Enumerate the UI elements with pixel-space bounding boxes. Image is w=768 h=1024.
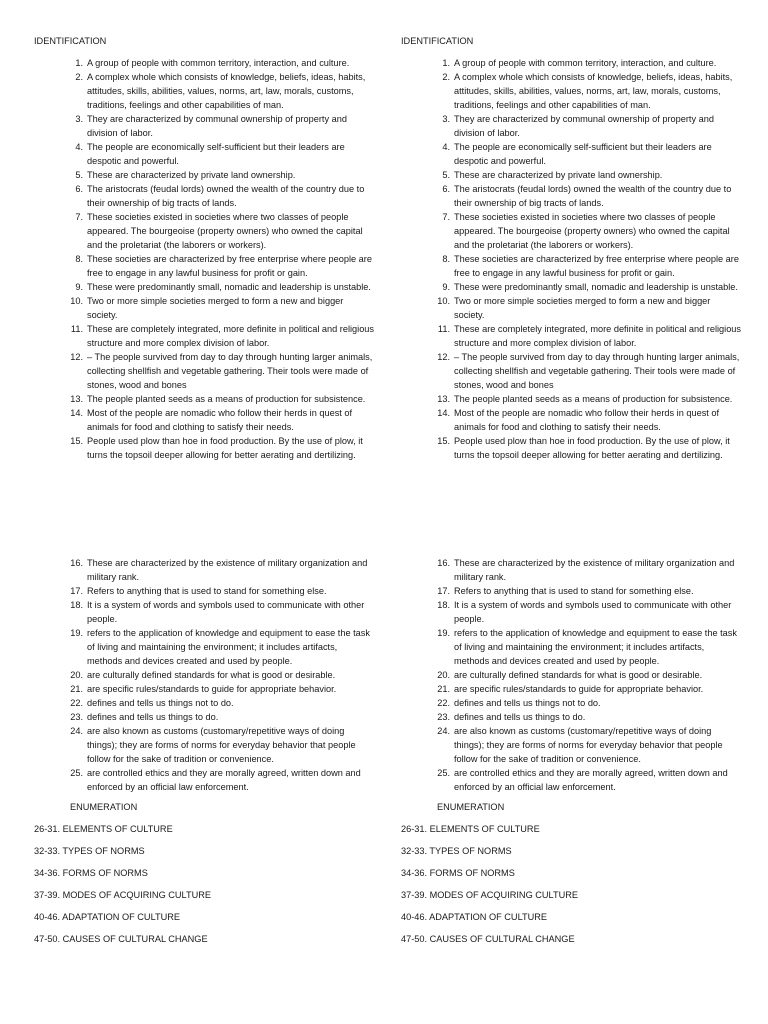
list-item: [401, 392, 741, 406]
item-number: 8.: [75, 254, 83, 264]
list-item: [401, 710, 741, 724]
enumeration-item: 40-46. ADAPTATION OF CULTURE: [34, 912, 181, 922]
list-item: [401, 112, 741, 140]
enumeration-item: 32-33. TYPES OF NORMS: [401, 846, 512, 856]
enumeration-item: 37-39. MODES OF ACQUIRING CULTURE: [401, 890, 578, 900]
item-number: 2.: [75, 72, 83, 82]
enumeration-heading: ENUMERATION: [437, 802, 505, 812]
item-number: 6.: [442, 184, 450, 194]
item-text: The people are economically self-sufficient but their leaders are despotic and powerful.: [454, 142, 712, 166]
item-number: 4.: [442, 142, 450, 152]
item-text: The people are economically self-sufficient but their leaders are despotic and powerful.: [87, 142, 345, 166]
item-text: A complex whole which consists of knowledge, beliefs, ideas, habits, attitudes, skills, abilities, values, norms, art, law, morals, customs, traditions, feelings and other capabilities of man.: [454, 72, 733, 110]
item-number: 17.: [437, 586, 450, 596]
item-number: 19.: [70, 628, 83, 638]
item-number: 1.: [75, 58, 83, 68]
list-item: [34, 56, 374, 70]
list-item: [34, 168, 374, 182]
item-text: Refers to anything that is used to stand for something else.: [87, 586, 327, 596]
enumeration-item: 32-33. TYPES OF NORMS: [34, 846, 145, 856]
list-item: [34, 766, 374, 794]
item-number: 6.: [75, 184, 83, 194]
item-number: 23.: [70, 712, 83, 722]
item-text: Two or more simple societies merged to form a new and bigger society.: [454, 296, 711, 320]
identification-list-part2: [34, 556, 374, 794]
list-item: [401, 182, 741, 210]
list-item: [401, 584, 741, 598]
item-text: The aristocrats (feudal lords) owned the wealth of the country due to their ownership of big tracts of lands.: [87, 184, 365, 208]
item-number: 12.: [70, 352, 83, 362]
list-item: [401, 280, 741, 294]
identification-heading: IDENTIFICATION: [401, 36, 474, 46]
item-number: 3.: [442, 114, 450, 124]
item-number: 13.: [437, 394, 450, 404]
list-item: [34, 252, 374, 280]
item-text: defines and tells us things to do.: [87, 712, 219, 722]
identification-heading: IDENTIFICATION: [34, 36, 107, 46]
list-item: [34, 392, 374, 406]
item-number: 20.: [70, 670, 83, 680]
enumeration-item: 47-50. CAUSES OF CULTURAL CHANGE: [34, 934, 208, 944]
item-number: 15.: [437, 436, 450, 446]
list-item: [401, 724, 741, 766]
list-item: [401, 696, 741, 710]
item-text: A group of people with common territory, interaction, and culture.: [87, 58, 350, 68]
list-item: [401, 682, 741, 696]
item-text: They are characterized by communal ownership of property and division of labor.: [454, 114, 714, 138]
list-item: [34, 406, 374, 434]
item-text: These are characterized by the existence of military organization and military rank.: [87, 558, 368, 582]
list-item: [401, 556, 741, 584]
enumeration-list: [401, 822, 741, 946]
item-text: defines and tells us things not to do.: [87, 698, 234, 708]
item-number: 23.: [437, 712, 450, 722]
item-text: They are characterized by communal ownership of property and division of labor.: [87, 114, 347, 138]
item-text: These societies existed in societies where two classes of people appeared. The bourgeoise (property owners) who owned the capital and the proletariat (the laborers or workers).: [454, 212, 730, 250]
identification-list-part2: [401, 556, 741, 794]
item-number: 21.: [70, 684, 83, 694]
list-item: [401, 668, 741, 682]
list-item: [401, 766, 741, 794]
list-item: [401, 210, 741, 252]
item-number: 7.: [75, 212, 83, 222]
item-text: These were predominantly small, nomadic and leadership is unstable.: [454, 282, 738, 292]
item-text: are controlled ethics and they are morally agreed, written down and enforced by an official law enforcement.: [454, 768, 728, 792]
item-number: 13.: [70, 394, 83, 404]
item-number: 7.: [442, 212, 450, 222]
enumeration-list: [34, 822, 374, 946]
item-text: refers to the application of knowledge and equipment to ease the task of living and maintaining the environment; it includes artifacts, methods and devices created and used by people.: [454, 628, 737, 666]
quiz-column-right: [401, 34, 741, 954]
item-text: People used plow than hoe in food production. By the use of plow, it turns the topsoil deeper allowing for better aerating and dertilizing.: [87, 436, 363, 460]
item-number: 15.: [70, 436, 83, 446]
enumeration-item: 40-46. ADAPTATION OF CULTURE: [401, 912, 548, 922]
item-text: Most of the people are nomadic who follow their herds in quest of animals for food and clothing to satisfy their needs.: [87, 408, 353, 432]
item-number: 24.: [70, 726, 83, 736]
item-text: are controlled ethics and they are morally agreed, written down and enforced by an official law enforcement.: [87, 768, 361, 792]
list-item: [34, 182, 374, 210]
item-number: 12.: [437, 352, 450, 362]
item-text: are culturally defined standards for what is good or desirable.: [87, 670, 336, 680]
enumeration-item: 34-36. FORMS OF NORMS: [34, 868, 148, 878]
list-item: [401, 350, 741, 392]
item-text: These are completely integrated, more definite in political and religious structure and more complex division of labor.: [454, 324, 742, 348]
item-number: 11.: [437, 324, 450, 334]
item-number: 1.: [442, 58, 450, 68]
item-number: 25.: [437, 768, 450, 778]
item-number: 20.: [437, 670, 450, 680]
list-item: [401, 252, 741, 280]
item-number: 11.: [70, 324, 83, 334]
item-text: – The people survived from day to day through hunting larger animals, collecting shellfish and vegetable gathering. Their tools were made of stones, wood and bones: [454, 352, 740, 390]
item-text: It is a system of words and symbols used to communicate with other people.: [87, 600, 365, 624]
item-text: – The people survived from day to day through hunting larger animals, collecting shellfish and vegetable gathering. Their tools were made of stones, wood and bones: [87, 352, 373, 390]
item-text: These societies are characterized by free enterprise where people are free to engage in any lawful business for profit or gain.: [87, 254, 372, 278]
item-text: A group of people with common territory, interaction, and culture.: [454, 58, 717, 68]
list-item: [34, 724, 374, 766]
item-text: are specific rules/standards to guide for appropriate behavior.: [454, 684, 704, 694]
item-text: These are completely integrated, more definite in political and religious structure and more complex division of labor.: [87, 324, 375, 348]
enumeration-item: 37-39. MODES OF ACQUIRING CULTURE: [34, 890, 211, 900]
item-text: Most of the people are nomadic who follow their herds in quest of animals for food and clothing to satisfy their needs.: [454, 408, 720, 432]
list-item: [401, 168, 741, 182]
item-text: These societies are characterized by free enterprise where people are free to engage in any lawful business for profit or gain.: [454, 254, 739, 278]
item-text: are specific rules/standards to guide for appropriate behavior.: [87, 684, 337, 694]
item-number: 21.: [437, 684, 450, 694]
item-number: 22.: [437, 698, 450, 708]
list-item: [401, 140, 741, 168]
item-text: refers to the application of knowledge and equipment to ease the task of living and maintaining the environment; it includes artifacts, methods and devices created and used by people.: [87, 628, 370, 666]
list-item: [401, 434, 741, 462]
item-number: 18.: [70, 600, 83, 610]
item-text: These were predominantly small, nomadic and leadership is unstable.: [87, 282, 371, 292]
item-text: The aristocrats (feudal lords) owned the wealth of the country due to their ownership of big tracts of lands.: [454, 184, 732, 208]
item-text: A complex whole which consists of knowledge, beliefs, ideas, habits, attitudes, skills, abilities, values, norms, art, law, morals, customs, traditions, feelings and other capabilities of man.: [87, 72, 366, 110]
list-item: [401, 70, 741, 112]
item-text: are culturally defined standards for what is good or desirable.: [454, 670, 703, 680]
list-item: [401, 322, 741, 350]
item-number: 16.: [70, 558, 83, 568]
identification-list-part1: [34, 56, 374, 462]
list-item: [34, 322, 374, 350]
item-number: 10.: [437, 296, 450, 306]
item-number: 4.: [75, 142, 83, 152]
item-text: These societies existed in societies where two classes of people appeared. The bourgeoise (property owners) who owned the capital and the proletariat (the laborers or workers).: [87, 212, 363, 250]
list-item: [34, 710, 374, 724]
list-item: [401, 598, 741, 626]
item-number: 10.: [70, 296, 83, 306]
list-item: [34, 682, 374, 696]
list-item: [34, 556, 374, 584]
item-number: 2.: [442, 72, 450, 82]
item-number: 9.: [442, 282, 450, 292]
list-item: [34, 434, 374, 462]
item-text: are also known as customs (customary/repetitive ways of doing things); they are forms of norms for everyday behavior that people follow for the sake of tradition or convenience.: [454, 726, 723, 764]
item-text: defines and tells us things to do.: [454, 712, 586, 722]
list-item: [34, 70, 374, 112]
enumeration-item: 34-36. FORMS OF NORMS: [401, 868, 515, 878]
item-text: Refers to anything that is used to stand for something else.: [454, 586, 694, 596]
list-item: [34, 280, 374, 294]
item-text: People used plow than hoe in food production. By the use of plow, it turns the topsoil deeper allowing for better aerating and dertilizing.: [454, 436, 730, 460]
list-item: [34, 668, 374, 682]
list-item: [401, 294, 741, 322]
item-text: defines and tells us things not to do.: [454, 698, 601, 708]
quiz-column-left: [34, 34, 374, 954]
enumeration-item: 26-31. ELEMENTS OF CULTURE: [401, 824, 540, 834]
item-number: 3.: [75, 114, 83, 124]
item-number: 14.: [437, 408, 450, 418]
list-item: [401, 626, 741, 668]
list-item: [34, 696, 374, 710]
enumeration-item: 26-31. ELEMENTS OF CULTURE: [34, 824, 173, 834]
list-item: [401, 56, 741, 70]
item-number: 8.: [442, 254, 450, 264]
list-item: [34, 598, 374, 626]
item-text: The people planted seeds as a means of production for subsistence.: [454, 394, 733, 404]
list-item: [401, 406, 741, 434]
list-item: [34, 210, 374, 252]
item-text: Two or more simple societies merged to form a new and bigger society.: [87, 296, 344, 320]
item-number: 24.: [437, 726, 450, 736]
item-number: 14.: [70, 408, 83, 418]
item-text: These are characterized by private land ownership.: [454, 170, 663, 180]
item-text: It is a system of words and symbols used to communicate with other people.: [454, 600, 732, 624]
list-item: [34, 350, 374, 392]
item-number: 17.: [70, 586, 83, 596]
item-number: 19.: [437, 628, 450, 638]
item-number: 18.: [437, 600, 450, 610]
list-item: [34, 584, 374, 598]
enumeration-item: 47-50. CAUSES OF CULTURAL CHANGE: [401, 934, 575, 944]
item-text: The people planted seeds as a means of production for subsistence.: [87, 394, 366, 404]
list-item: [34, 626, 374, 668]
item-number: 5.: [442, 170, 450, 180]
list-item: [34, 140, 374, 168]
item-text: These are characterized by the existence of military organization and military rank.: [454, 558, 735, 582]
item-number: 9.: [75, 282, 83, 292]
list-item: [34, 294, 374, 322]
item-number: 5.: [75, 170, 83, 180]
item-text: These are characterized by private land ownership.: [87, 170, 296, 180]
item-number: 25.: [70, 768, 83, 778]
list-item: [34, 112, 374, 140]
item-number: 16.: [437, 558, 450, 568]
identification-list-part1: [401, 56, 741, 462]
item-number: 22.: [70, 698, 83, 708]
item-text: are also known as customs (customary/repetitive ways of doing things); they are forms of norms for everyday behavior that people follow for the sake of tradition or convenience.: [87, 726, 356, 764]
enumeration-heading: ENUMERATION: [70, 802, 138, 812]
